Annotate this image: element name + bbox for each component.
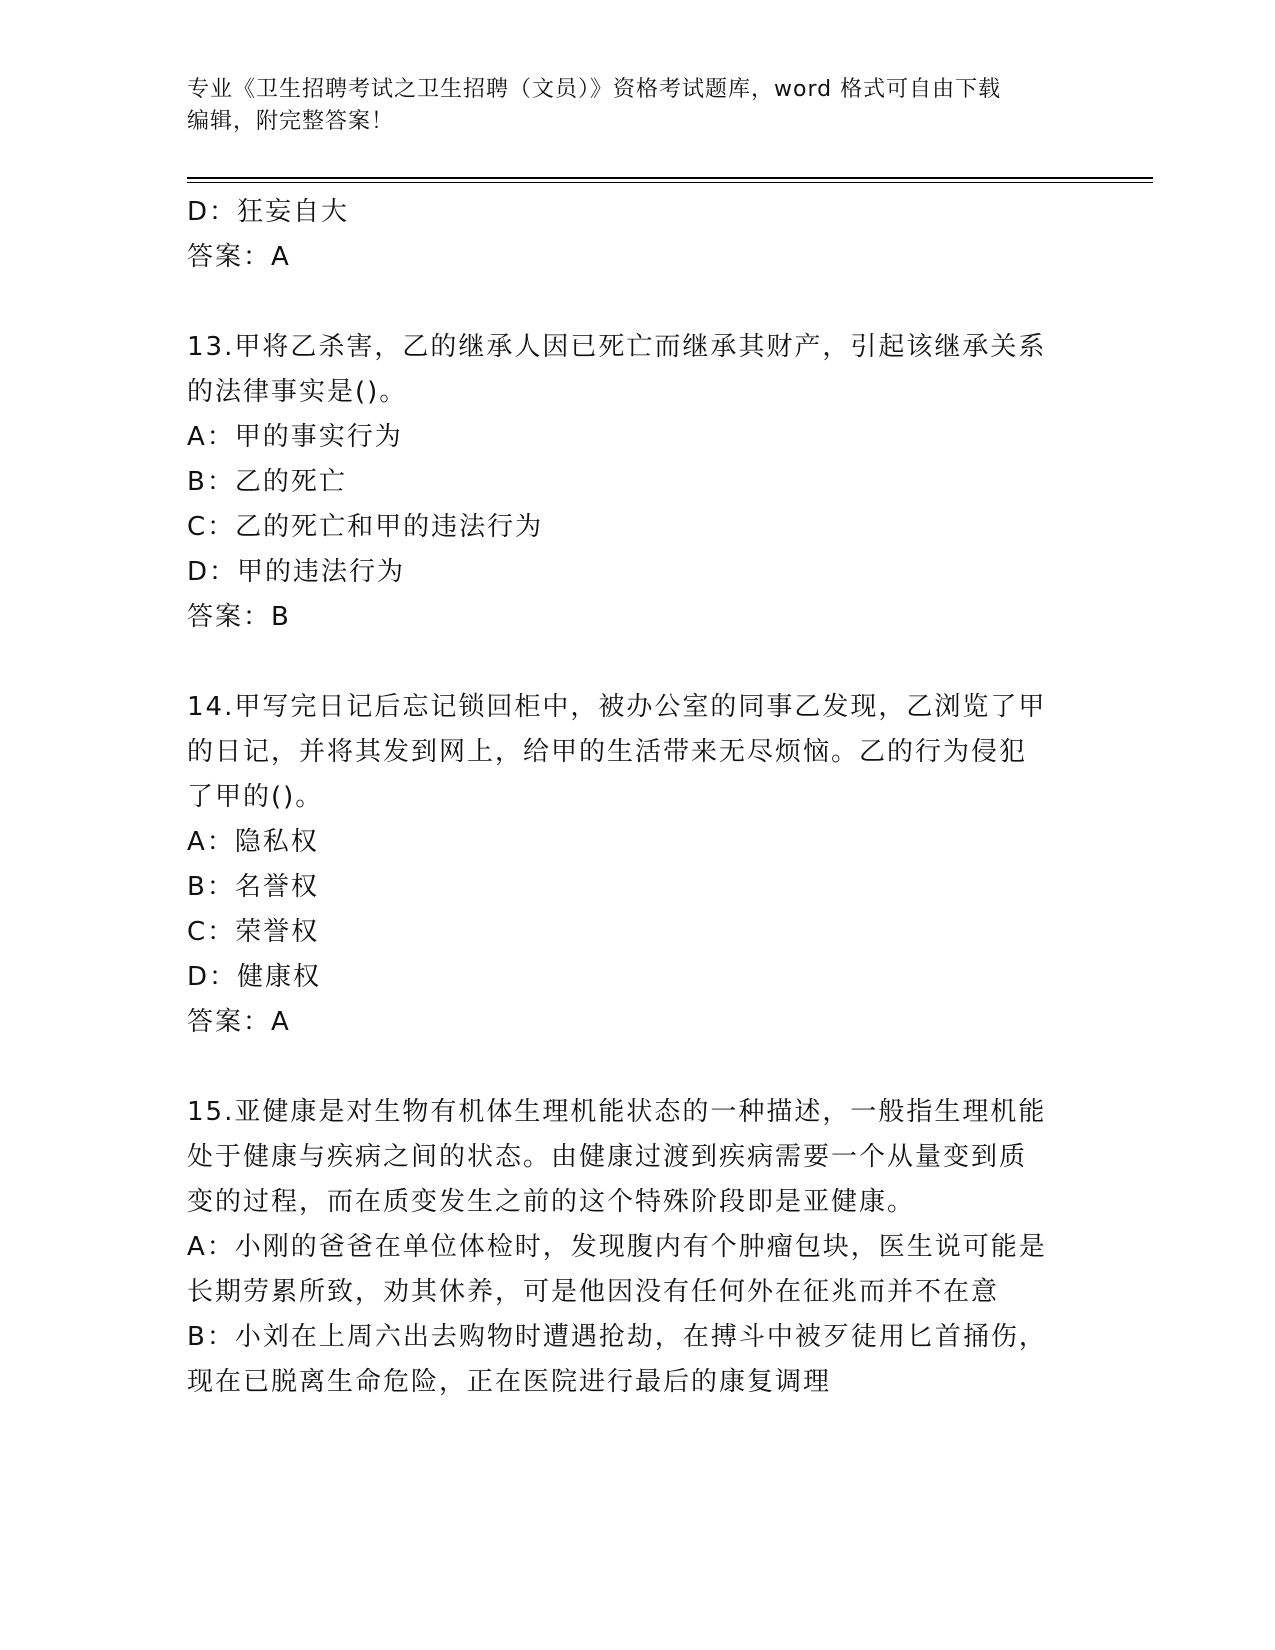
stem-line: 变的过程，而在质变发生之前的这个特殊阶段即是亚健康。: [187, 1187, 916, 1217]
stem-line: 的日记，并将其发到网上，给甲的生活带来无尽烦恼。乙的行为侵犯: [187, 737, 1028, 767]
question-15: [187, 1090, 1087, 1405]
question-13: [187, 325, 1087, 640]
header-line-1: 专业《卫生招聘考试之卫生招聘（文员）》资格考试题库，word 格式可自由下载: [187, 77, 1002, 102]
question-14: [187, 685, 1087, 1045]
option-b-line-1: B：小刘在上周六出去购物时遭遇抢劫，在搏斗中被歹徒用匕首捅伤，: [187, 1322, 1047, 1352]
header-line-2: 编辑，附完整答案！: [187, 109, 395, 134]
option-a: A：甲的事实行为: [187, 422, 403, 452]
answer: 答案：A: [187, 1007, 291, 1037]
option-b-line-2: 现在已脱离生命危险，正在医院进行最后的康复调理: [187, 1367, 832, 1397]
page-header: [187, 74, 1067, 138]
stem-line: 14.甲写完日记后忘记锁回柜中，被办公室的同事乙发现，乙浏览了甲: [187, 692, 1047, 722]
stem-line: 的法律事实是()。: [187, 377, 408, 407]
question-stem: [187, 685, 1087, 820]
spacer: [187, 1045, 1087, 1090]
option-b: B：名誉权: [187, 872, 319, 902]
option-a-line-2: 长期劳累所致，劝其休养，可是他因没有任何外在征兆而并不在意: [187, 1277, 1000, 1307]
header-rule-thin: [187, 182, 1153, 183]
spacer: [187, 640, 1087, 685]
option-d-prev: D：狂妄自大: [187, 197, 350, 227]
header-rule-thick: [187, 177, 1153, 179]
option-d: D：甲的违法行为: [187, 557, 406, 587]
option-a: A：隐私权: [187, 827, 319, 857]
option-d: D：健康权: [187, 962, 322, 992]
option-c: C：乙的死亡和甲的违法行为: [187, 512, 544, 542]
document-body: [187, 190, 1087, 1405]
option-b: B：乙的死亡: [187, 467, 347, 497]
spacer: [187, 280, 1087, 325]
stem-line: 13.甲将乙杀害，乙的继承人因已死亡而继承其财产，引起该继承关系: [187, 332, 1047, 362]
stem-line: 了甲的()。: [187, 782, 324, 812]
question-stem: [187, 325, 1087, 415]
stem-line: 15.亚健康是对生物有机体生理机能状态的一种描述，一般指生理机能: [187, 1097, 1047, 1127]
option-c: C：荣誉权: [187, 917, 320, 947]
answer-prev: 答案：A: [187, 242, 291, 272]
answer: 答案：B: [187, 602, 291, 632]
question-stem: [187, 1090, 1087, 1225]
option-a-line-1: A：小刚的爸爸在单位体检时，发现腹内有个肿瘤包块，医生说可能是: [187, 1232, 1047, 1262]
stem-line: 处于健康与疾病之间的状态。由健康过渡到疾病需要一个从量变到质: [187, 1142, 1028, 1172]
